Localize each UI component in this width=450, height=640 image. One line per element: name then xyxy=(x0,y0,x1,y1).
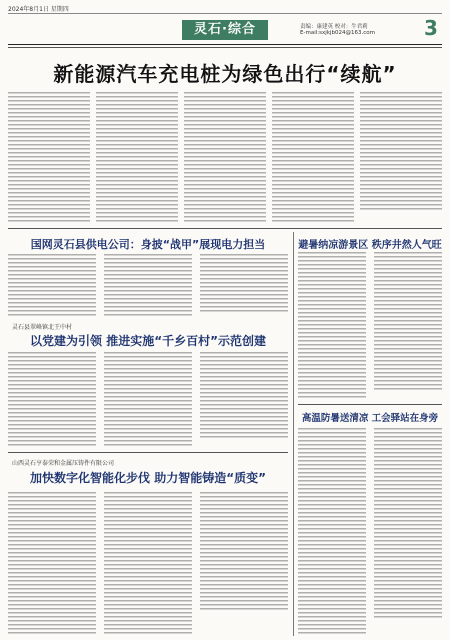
text-column xyxy=(200,352,288,440)
text-column xyxy=(8,352,96,448)
text-column xyxy=(104,492,192,634)
text-column xyxy=(8,92,90,222)
text-column xyxy=(298,252,366,398)
text-column xyxy=(8,254,96,318)
masthead-rule-thin xyxy=(8,47,442,48)
text-column xyxy=(200,254,288,314)
village-article-headline: 以党建为引领 推进实施“千乡百村”示范创建 xyxy=(30,334,266,348)
section-divider xyxy=(8,228,442,229)
section-title: 灵石·综合 xyxy=(182,20,268,40)
lead-headline: 新能源汽车充电桩为绿色出行“续航” xyxy=(53,62,397,86)
section-divider xyxy=(298,404,442,405)
text-column xyxy=(200,492,288,612)
text-column xyxy=(96,92,178,222)
power-article-headline: 国网灵石县供电公司：身披“战甲”展现电力担当 xyxy=(30,238,266,251)
village-article-kicker: 灵石县翠峰镇北王中村 xyxy=(12,324,73,331)
text-column xyxy=(360,92,442,210)
text-column xyxy=(374,252,442,392)
masthead-rule xyxy=(8,44,442,45)
editors-credit: 责编：康建英 校对：牛君莉 xyxy=(300,24,368,30)
column-divider xyxy=(293,232,294,636)
text-column xyxy=(184,92,266,222)
foundry-article-kicker: 山西灵石亨泰荣和金属压铸件有限公司 xyxy=(12,460,115,467)
editor-email: E-mail:sxjkjb024@163.com xyxy=(300,30,375,36)
issue-date: 2024年8月1日 星期四 xyxy=(8,6,69,13)
text-column xyxy=(8,492,96,634)
text-column xyxy=(374,428,442,618)
top-thin-rule xyxy=(8,13,442,14)
text-column xyxy=(272,92,354,222)
text-column xyxy=(104,352,192,448)
page-number: 3 xyxy=(424,16,438,40)
text-column xyxy=(104,254,192,318)
section-divider xyxy=(8,452,288,453)
union-article-headline: 高温防暑送清凉 工会驿站在身旁 xyxy=(301,413,439,424)
text-column xyxy=(298,428,366,634)
foundry-article-headline: 加快数字化智能化步伐 助力智能铸造“质变” xyxy=(30,471,266,485)
scenic-article-headline: 避暑纳凉游景区 秩序井然人气旺 xyxy=(298,240,442,251)
